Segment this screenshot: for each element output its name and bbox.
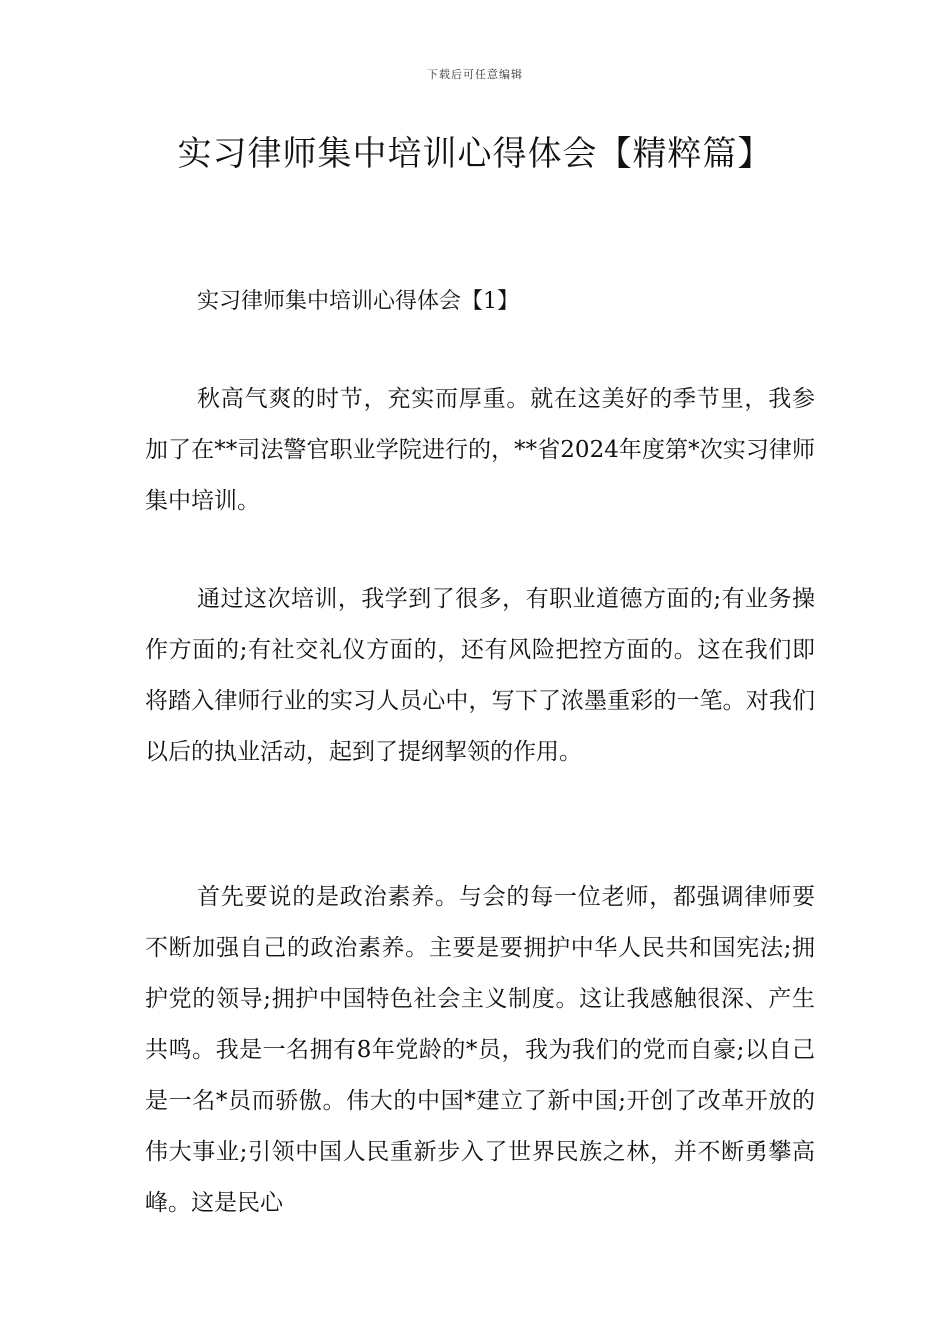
paragraph-1: 秋高气爽的时节，充实而厚重。就在这美好的季节里，我参加了在**司法警官职业学院进行的，**省2024年度第*次实习律师集中培训。 <box>145 386 815 514</box>
section-heading: 实习律师集中培训心得体会【1】 <box>197 289 519 314</box>
document-title: 实习律师集中培训心得体会【精粹篇】 <box>177 134 773 174</box>
paragraph-3: 首先要说的是政治素养。与会的每一位老师，都强调律师要不断加强自己的政治素养。主要是要拥护中华人民共和国宪法;拥护党的领导;拥护中国特色社会主义制度。这让我感触很深、产生共鸣。我是一名拥有8年党龄的*员，我为我们的党而自豪;以自己是一名*员而骄傲。伟大的中国*建立了新中国;开创了改革开放的伟大事业;引领中国人民重新步入了世界民族之林，并不断勇攀高峰。这是民心 <box>145 884 815 1216</box>
header-note: 下载后可任意编辑 <box>427 68 523 81</box>
paragraph-2: 通过这次培训，我学到了很多，有职业道德方面的;有业务操作方面的;有社交礼仪方面的，还有风险把控方面的。这在我们即将踏入律师行业的实习人员心中，写下了浓墨重彩的一笔。对我们以后的执业活动，起到了提纲挈领的作用。 <box>145 586 815 765</box>
